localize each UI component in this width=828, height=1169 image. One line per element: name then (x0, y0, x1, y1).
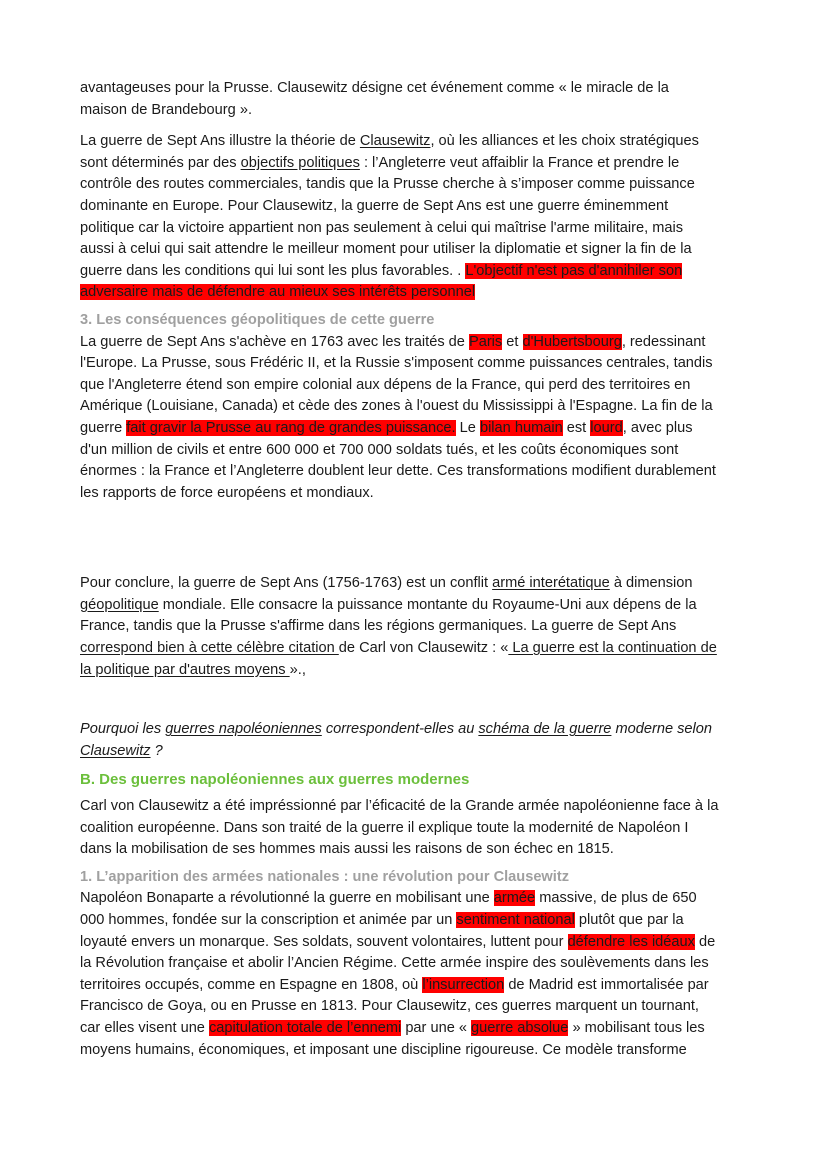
heading-grey (80, 867, 760, 889)
text-run: aussi à celui qui sait attendre le meilleur moment pour utiliser la diplomatie et signer la fin de la (80, 241, 692, 258)
text-line (80, 218, 760, 240)
highlighted-text: bilan humain (479, 419, 563, 436)
highlighted-text: lourd (590, 419, 623, 436)
text-run: 3. Les conséquences géopolitiques de cette guerre (80, 311, 435, 328)
text-run: Le (455, 419, 480, 436)
text-run: de Madrid est immortalisée par (504, 976, 709, 993)
paragraph (80, 332, 760, 505)
text-run: Carl von Clausewitz a été impréssionné par l’éficacité de la Grande armée napoléonienne face à la (80, 798, 719, 815)
text-line (80, 719, 760, 741)
text-line (80, 375, 760, 397)
text-run: dominante en Europe. Pour Clausewitz, la guerre de Sept Ans est une guerre éminemment (80, 197, 669, 214)
paragraph (80, 888, 760, 1061)
text-run: maison de Brandebourg ». (80, 101, 252, 118)
highlighted-text: L'objectif n'est pas d'annihiler son (465, 262, 683, 279)
text-run: d'un million de civils et entre 600 000 et 700 000 soldats tués, et les coûts économiques sont (80, 441, 679, 458)
text-line (80, 100, 760, 122)
underlined-text: correspond bien à cette célèbre citation (80, 640, 339, 657)
underlined-text: la politique par d'autres moyens (80, 661, 290, 678)
text-run: loyauté envers un monarque. Ses soldats, souvent volontaires, luttent pour (80, 933, 568, 950)
text-run: »., (289, 661, 306, 678)
text-line (80, 638, 760, 660)
text-run: massive, de plus de 650 (535, 890, 697, 907)
text-line (80, 839, 760, 861)
text-line (80, 867, 760, 889)
text-line (80, 332, 760, 354)
text-run: car elles visent une (80, 1019, 209, 1036)
text-run: La guerre de Sept Ans s'achève en 1763 avec les traités de (80, 333, 469, 350)
text-run: Amérique (Louisiane, Canada) et cède des zones à l'ouest du Mississippi à l'Espagne. La fin de la (80, 398, 713, 415)
text-line (80, 174, 760, 196)
text-line (80, 818, 760, 840)
underlined-text: armé interétatique (492, 575, 610, 592)
underlined-text: La guerre est la continuation de (508, 640, 717, 657)
text-line (80, 769, 760, 791)
text-line (80, 1018, 760, 1040)
text-line (80, 239, 760, 261)
underlined-text: guerres napoléoniennes (165, 721, 322, 738)
text-run: coalition européenne. Dans son traité de la guerre il explique toute la modernité de Napoléon I (80, 819, 689, 836)
text-line (80, 953, 760, 975)
text-run: » mobilisant tous les (568, 1019, 705, 1036)
text-line (80, 932, 760, 954)
text-run: : l’Angleterre veut affaiblir la France et prendre le (359, 154, 680, 171)
heading-grey (80, 310, 760, 332)
text-run: ? (150, 742, 163, 759)
text-run: l'Europe. La Prusse, sous Frédéric II, et la Russie s'imposent comme puissances centrales, tandis (80, 355, 713, 372)
text-line (80, 660, 760, 682)
text-run: plutôt que par la (574, 912, 684, 928)
text-line (80, 196, 760, 218)
text-run: B. Des guerres napoléoniennes aux guerres modernes (80, 771, 470, 789)
text-line (80, 310, 760, 332)
text-run: territoires occupés, comme en Espagne en 1808, où (80, 976, 423, 993)
text-line (80, 261, 760, 283)
text-run: , redessinant (621, 333, 706, 350)
text-run: dans la mobilisation de ses hommes mais aussi les raisons de son échec en 1815. (80, 841, 614, 858)
text-line (80, 595, 760, 617)
text-line (80, 131, 760, 153)
highlighted-text: guerre absolue (471, 1019, 569, 1036)
text-run: guerre (80, 419, 127, 436)
text-run: , avec plus (622, 419, 693, 436)
heading-green (80, 769, 760, 791)
highlighted-text: adversaire mais de défendre au mieux ses intérêts personnel (80, 284, 476, 301)
text-run: Pour conclure, la guerre de Sept Ans (1756-1763) est un conflit (80, 575, 493, 592)
text-run: correspondent-elles au (321, 721, 479, 738)
underlined-text: objectifs politiques (240, 154, 360, 171)
text-run: de (694, 933, 716, 950)
paragraph (80, 131, 760, 304)
text-run: moderne selon (611, 721, 713, 738)
text-line (80, 353, 760, 375)
question (80, 719, 760, 762)
text-run: de Carl von Clausewitz : « (338, 640, 509, 657)
paragraph (80, 573, 760, 681)
text-run: 000 hommes, fondée sur la conscription et animée par un (80, 912, 457, 928)
text-run: La guerre de Sept Ans illustre la théorie de (80, 133, 360, 150)
text-run: que l'Angleterre étend son empire colonial aux dépens de la France, qui perd des territoires en (80, 376, 691, 393)
text-line (80, 616, 760, 638)
text-line (80, 573, 760, 595)
highlighted-text: d'Hubertsbourg (522, 333, 622, 350)
highlighted-text: sentiment national (456, 912, 575, 928)
text-line (80, 996, 760, 1018)
highlighted-text: fait gravir la Prusse au rang de grandes puissance. (126, 419, 456, 436)
highlighted-text: défendre les idéaux (567, 933, 695, 950)
text-line (80, 796, 760, 818)
text-run: et (502, 333, 523, 350)
highlighted-text: l’insurrection (422, 976, 505, 993)
text-run: Francisco de Goya, ou en Prusse en 1813. Pour Clausewitz, ces guerres marquent un tournant, (80, 998, 699, 1015)
text-line (80, 396, 760, 418)
text-line (80, 78, 760, 100)
underlined-text: Clausewitz (80, 742, 151, 759)
text-line (80, 910, 760, 932)
text-line (80, 741, 760, 763)
text-run: la Révolution française et abolir l’Ancien Régime. Cette armée inspire des soulèvements dans les (80, 955, 709, 972)
text-run: politique car la victoire appartient non pas seulement à celui qui maîtrise l'arme militaire, mais (80, 219, 684, 236)
text-run: Pourquoi les (80, 721, 166, 738)
text-line (80, 975, 760, 997)
text-run: avantageuses pour la Prusse. Clausewitz désigne cet événement comme « le miracle de la (80, 80, 669, 96)
text-run: guerre dans les conditions qui lui sont les plus favorables. . (80, 262, 466, 279)
text-line (80, 418, 760, 440)
paragraph (80, 78, 760, 121)
underlined-text: Clausewitz (359, 133, 431, 150)
text-run: énormes : la France et l’Angleterre doublent leur dette. Ces transformations modifient durablement (80, 463, 716, 480)
text-line (80, 153, 760, 175)
highlighted-text: armée (493, 890, 536, 907)
text-line (80, 888, 760, 910)
text-run: moyens humains, économiques, et imposant une discipline rigoureuse. Ce modèle transforme (80, 1041, 687, 1058)
text-line (80, 483, 760, 505)
text-run: , où les alliances et les choix stratégiques (430, 133, 699, 150)
text-run: les rapports de force européens et mondiaux. (80, 484, 374, 501)
underlined-text: géopolitique (80, 596, 159, 613)
text-run: est (562, 419, 591, 436)
underlined-text: schéma de la guerre (478, 721, 612, 738)
text-run: par une « (401, 1019, 472, 1036)
text-run: contrôle des routes commerciales, tandis que la Prusse cherche à s’imposer comme puissance (80, 176, 695, 193)
text-line (80, 461, 760, 483)
paragraph (80, 796, 760, 861)
text-run: Napoléon Bonaparte a révolutionné la guerre en mobilisant une (80, 890, 494, 907)
text-run: sont déterminés par des (80, 154, 241, 171)
text-run: 1. L’apparition des armées nationales : une révolution pour Clausewitz (80, 868, 569, 885)
text-line (80, 440, 760, 462)
document-page (80, 78, 760, 1061)
text-run: mondiale. Elle consacre la puissance montante du Royaume-Uni aux dépens de la (158, 596, 697, 613)
text-line (80, 1040, 760, 1062)
text-run: à dimension (609, 575, 693, 592)
text-run: France, tandis que la Prusse s'affirme dans les régions germaniques. La guerre de Sept Ans (80, 618, 677, 635)
highlighted-text: capitulation totale de l’ennemi (208, 1019, 402, 1036)
text-line (80, 282, 760, 304)
highlighted-text: Paris (468, 333, 503, 350)
